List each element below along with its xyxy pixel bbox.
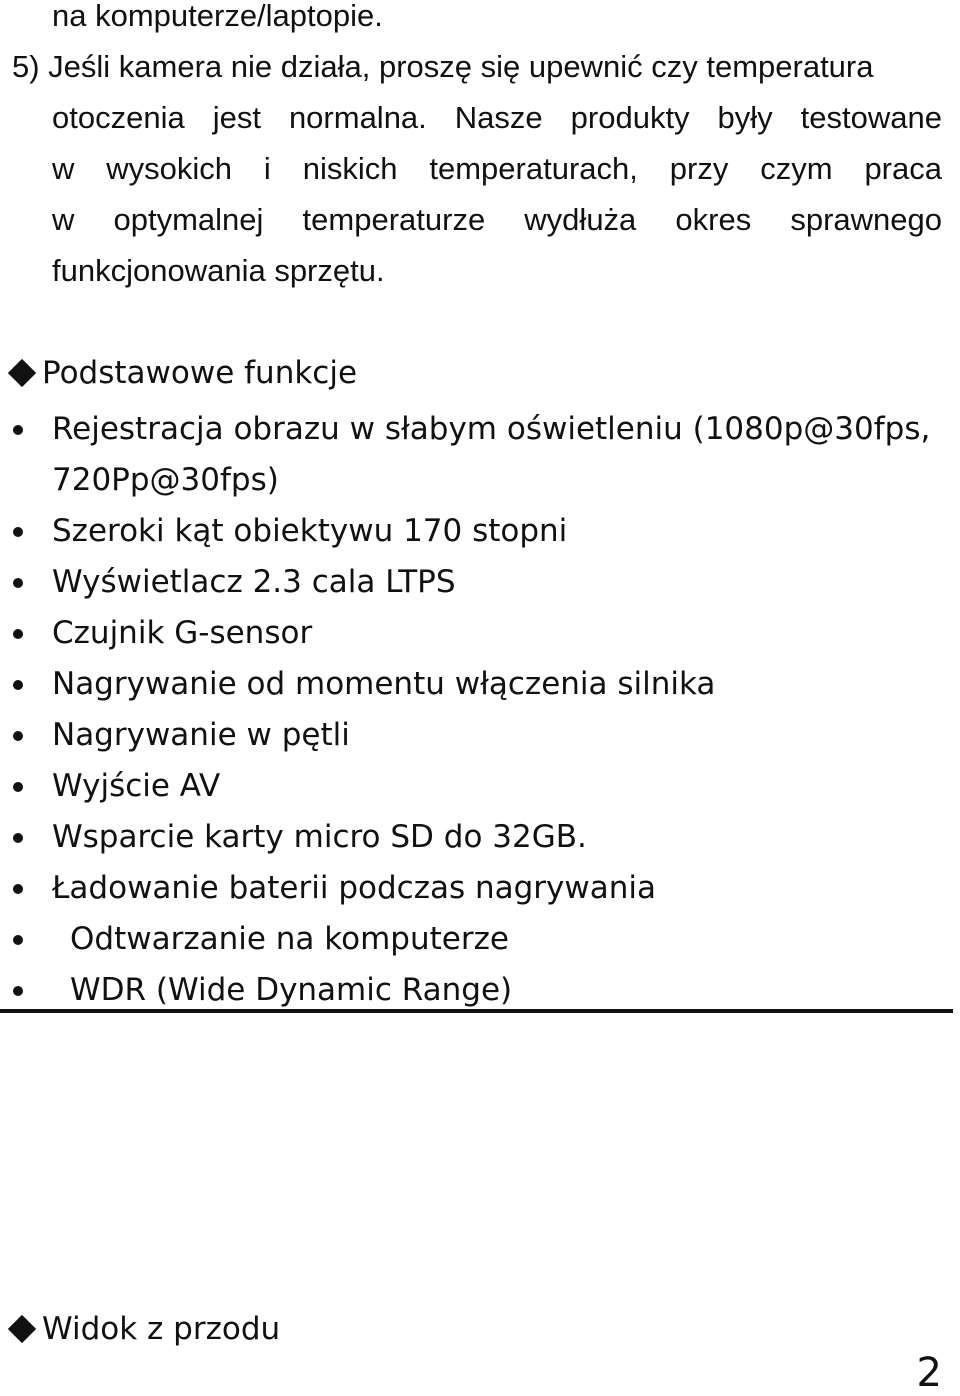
bullet-icon: [13, 731, 23, 741]
list-item-text: Wyświetlacz 2.3 cala LTPS: [52, 564, 456, 600]
bullet-icon: [13, 833, 23, 843]
bullet-icon: [13, 527, 23, 537]
list-item: [0, 557, 960, 608]
features-heading-text: Podstawowe funkcje: [42, 355, 358, 391]
list-item-text: WDR (Wide Dynamic Range): [70, 972, 513, 1008]
bullet-icon: [13, 629, 23, 639]
bullet-icon: [13, 425, 23, 435]
intro-line-2: otoczenia jest normalna. Nasze produkty były testowane: [52, 100, 942, 135]
list-item-text: Ładowanie baterii podczas nagrywania: [52, 870, 656, 906]
list-item-text: Odtwarzanie na komputerze: [70, 921, 509, 957]
list-item-text: Czujnik G-sensor: [52, 615, 313, 651]
list-item: [0, 608, 960, 659]
list-item: [0, 914, 960, 965]
list-item-text: Wyjście AV: [52, 768, 221, 804]
list-item: [0, 404, 960, 506]
list-item: [0, 761, 960, 812]
list-item-text: Wsparcie karty micro SD do 32GB.: [52, 819, 587, 855]
list-item-text: Rejestracja obrazu w słabym oświetleniu (1080p@30fps,: [52, 411, 931, 447]
diamond-bullet-icon: [8, 1315, 36, 1343]
page-number: 2: [916, 1350, 942, 1396]
intro-line-4: w optymalnej temperaturze wydłuża okres sprawnego: [52, 202, 942, 237]
list-item: [0, 506, 960, 557]
front-view-heading: [8, 1309, 280, 1349]
intro-line-5: funkcjonowania sprzętu.: [52, 253, 385, 288]
intro-line-3: w wysokich i niskich temperaturach, przy czym praca: [52, 151, 942, 186]
intro-line-1: 5) Jeśli kamera nie działa, proszę się upewnić czy temperatura: [12, 49, 874, 84]
list-item-text: Nagrywanie w pętli: [52, 717, 350, 753]
list-item: [0, 812, 960, 863]
list-item-text: Nagrywanie od momentu włączenia silnika: [52, 666, 716, 702]
bullet-icon: [13, 884, 23, 894]
front-view-heading-text: Widok z przodu: [42, 1311, 281, 1347]
intro-line-0: na komputerze/laptopie.: [52, 0, 383, 33]
features-heading: [8, 353, 357, 393]
bullet-icon: [13, 935, 23, 945]
list-item: [0, 710, 960, 761]
list-item-text-continued: 720Pp@30fps): [52, 462, 279, 498]
bullet-icon: [13, 680, 23, 690]
bullet-icon: [13, 986, 23, 996]
list-item: [0, 863, 960, 914]
section-divider: [0, 1009, 953, 1013]
list-item-text: Szeroki kąt obiektywu 170 stopni: [52, 513, 568, 549]
list-item: [0, 659, 960, 710]
feature-list: [0, 404, 960, 1016]
bullet-icon: [13, 578, 23, 588]
bullet-icon: [13, 782, 23, 792]
diamond-bullet-icon: [8, 359, 36, 387]
